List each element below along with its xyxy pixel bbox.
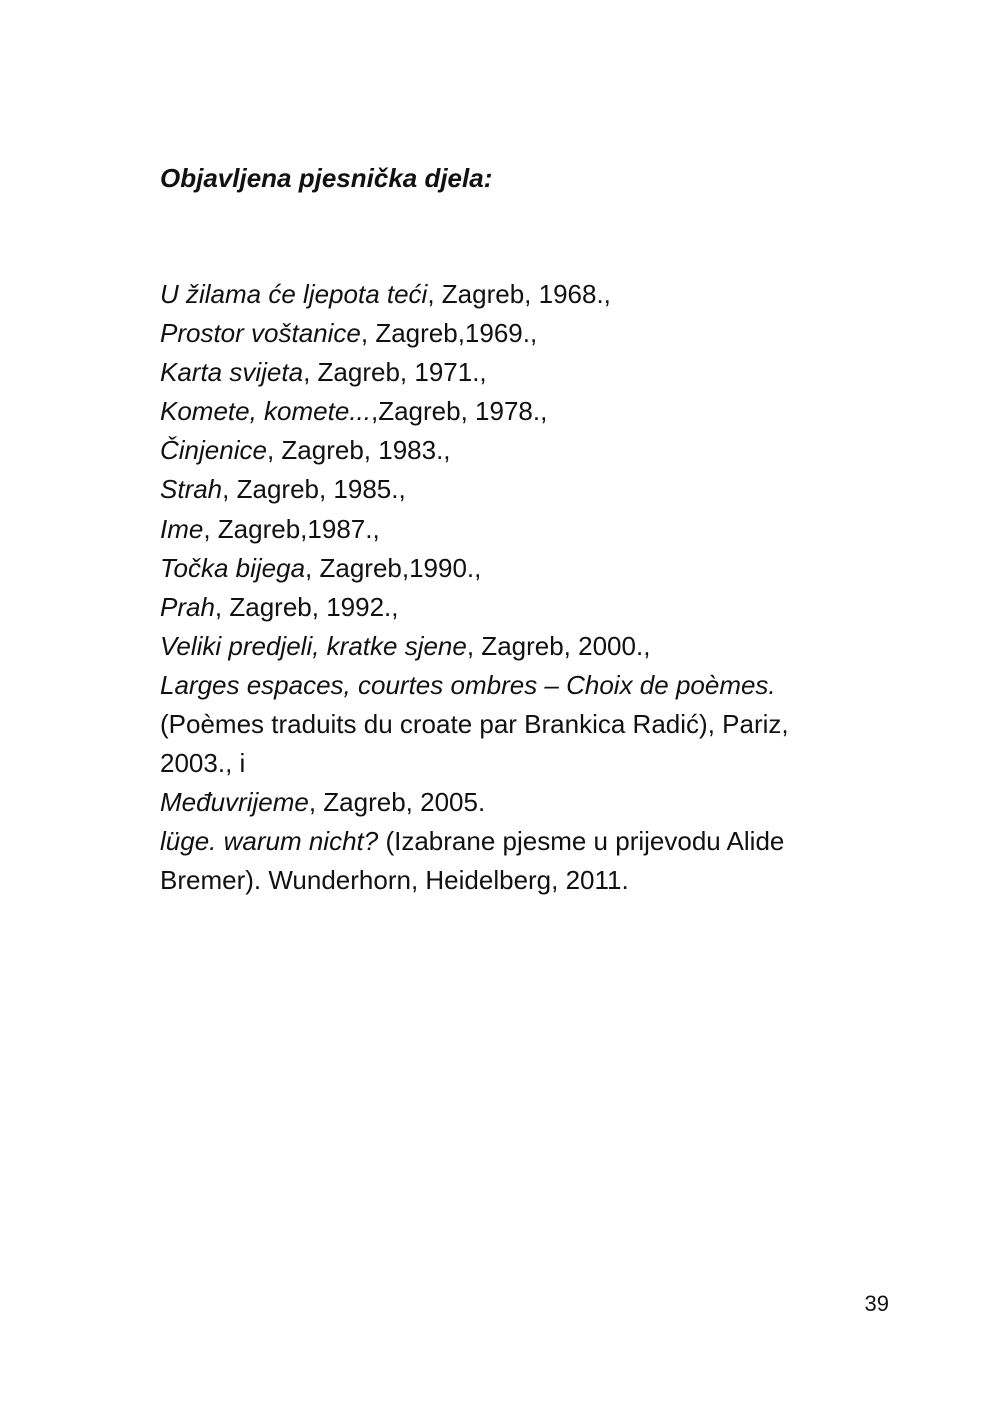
work-details: , Zagreb,1990., bbox=[305, 552, 482, 583]
work-entry bbox=[160, 783, 860, 822]
work-title: Veliki predjeli, kratke sjene bbox=[160, 630, 467, 661]
page-heading: Objavljena pjesnička djela: bbox=[160, 163, 493, 193]
page-number: 39 bbox=[864, 1291, 889, 1316]
work-entry bbox=[160, 353, 860, 392]
work-details: , Zagreb, 2000., bbox=[466, 630, 651, 661]
work-entry bbox=[160, 666, 860, 783]
work-entry bbox=[160, 549, 860, 588]
work-details: , Zagreb,1969., bbox=[360, 318, 538, 349]
work-entry bbox=[160, 275, 860, 314]
work-title: Komete, komete... bbox=[160, 396, 371, 427]
work-details: ,Zagreb, 1978., bbox=[370, 396, 548, 427]
work-details: , Zagreb, 1985., bbox=[222, 474, 406, 505]
work-details: , Zagreb, 1971., bbox=[303, 357, 487, 388]
work-details: , Zagreb, 1968., bbox=[427, 279, 611, 309]
work-entry bbox=[160, 314, 860, 353]
work-details: (Izabrane pjesme u prijevodu Alide Bremer). Wunderhorn, Heidelberg, 2011. bbox=[160, 826, 785, 896]
works-list bbox=[160, 275, 860, 901]
work-details: (Poèmes traduits du croate par Brankica Radić), Pariz, 2003., i bbox=[160, 709, 789, 779]
work-details: , Zagreb, 1983., bbox=[266, 435, 451, 466]
work-title: Karta svijeta bbox=[160, 357, 304, 388]
work-title: lüge. warum nicht? bbox=[160, 826, 379, 857]
work-title: Strah bbox=[160, 474, 223, 505]
work-details: , Zagreb, 1992., bbox=[214, 591, 399, 622]
work-entry bbox=[160, 510, 860, 549]
work-title: Međuvrijeme bbox=[160, 787, 309, 818]
work-title: Točka bijega bbox=[160, 552, 306, 583]
work-title: U žilama će ljepota teći bbox=[160, 279, 428, 309]
work-entry bbox=[160, 588, 860, 627]
work-entry bbox=[160, 470, 860, 509]
work-title: Činjenice bbox=[160, 435, 267, 466]
work-entry bbox=[160, 392, 860, 431]
work-title: Prostor voštanice bbox=[160, 318, 361, 349]
work-title: Larges espaces, courtes ombres – Choix de poèmes. bbox=[160, 669, 776, 700]
work-details: , Zagreb, 2005. bbox=[308, 787, 486, 818]
work-details: , Zagreb,1987., bbox=[203, 513, 380, 544]
work-entry bbox=[160, 822, 860, 900]
work-title: Prah bbox=[160, 591, 215, 622]
work-title: Ime bbox=[160, 513, 204, 544]
work-entry bbox=[160, 627, 860, 666]
work-entry bbox=[160, 431, 860, 470]
